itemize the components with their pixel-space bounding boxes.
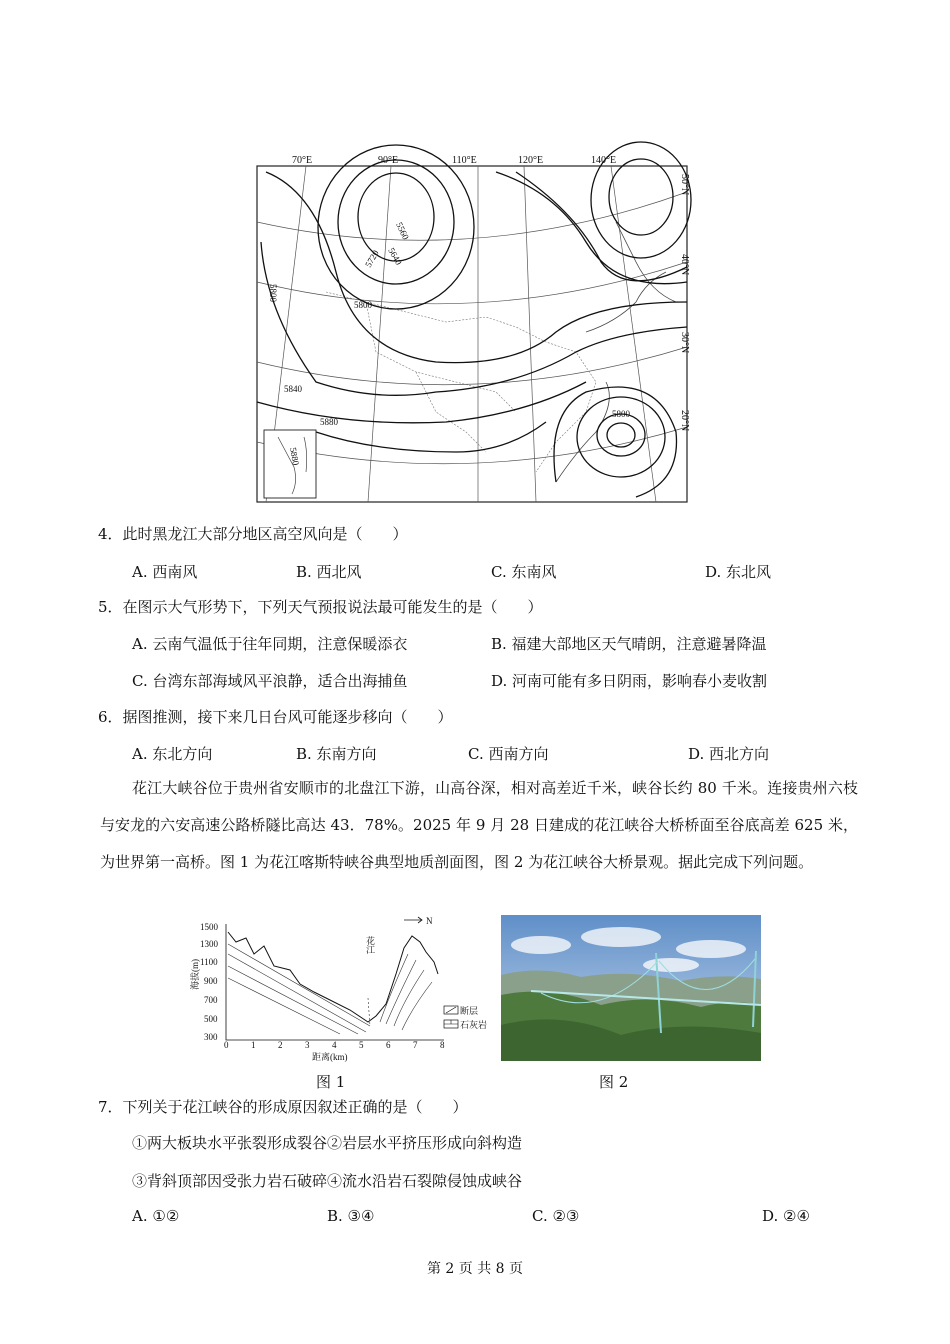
question-5-option-d: D. 河南可能有多日阴雨，影响春小麦收割 xyxy=(491,672,768,690)
question-7-stem: 7．下列关于花江峡谷的形成原因叙述正确的是（ ） xyxy=(98,1098,468,1116)
figure-2-caption: 图 2 xyxy=(599,1073,629,1091)
x-tick: 1 xyxy=(251,1040,256,1050)
question-4-stem: 4．此时黑龙江大部分地区高空风向是（ ） xyxy=(98,525,408,543)
contour-label: 5800 xyxy=(612,409,630,419)
lon-label: 120°E xyxy=(518,155,544,166)
contour-label: 5560 xyxy=(394,220,411,242)
x-tick: 2 xyxy=(278,1040,283,1050)
contour-label: 5800 xyxy=(354,300,372,310)
question-7-statements-2: ③背斜顶部因受张力岩石破碎④流水沿岩石裂隙侵蚀成峡谷 xyxy=(132,1172,523,1190)
y-axis-label: 海拔(m) xyxy=(190,959,200,990)
lat-label: 30°N xyxy=(679,332,690,354)
x-tick: 7 xyxy=(413,1040,418,1050)
x-tick: 5 xyxy=(359,1040,364,1050)
passage-text: 花江大峡谷位于贵州省安顺市的北盘江下游，山高谷深，相对高差近千米，峡谷长约 80 千米。连接贵州六枝与安龙的六安高速公路桥隧比高达 43．78%。2025 年 9 月 28 日建成的花江峡谷大桥桥面至谷底高差 625 米，为世界第一高桥。图 1 为花江喀斯特峡谷典型地质剖面图，图 2 为花江峡谷大桥景观。据此完成下列问题。 xyxy=(100,779,858,871)
page-footer: 第 2 页 共 8 页 xyxy=(426,1261,524,1277)
contour-label: 5800 xyxy=(268,284,278,302)
lon-label: 140°E xyxy=(591,155,617,166)
river-label: 花江 xyxy=(365,936,375,954)
y-tick: 300 xyxy=(204,1032,218,1042)
question-6-option-d: D. 西北方向 xyxy=(688,745,770,763)
question-5-option-a: A. 云南气温低于往年同期，注意保暖添衣 xyxy=(132,635,408,653)
x-tick: 6 xyxy=(386,1040,391,1050)
contour-label: 5720 xyxy=(363,248,381,269)
x-axis-label: 距离(km) xyxy=(312,1052,348,1062)
y-tick: 1300 xyxy=(200,939,218,949)
contour-label: 5880 xyxy=(320,417,338,427)
question-6-stem: 6．据图推测，接下来几日台风可能逐步移向（ ） xyxy=(98,708,453,726)
question-6-option-c: C. 西南方向 xyxy=(468,745,549,763)
question-4-option-c: C. 东南风 xyxy=(491,563,557,581)
lon-label: 90°E xyxy=(378,155,399,166)
question-7-option-d: D. ②④ xyxy=(762,1207,810,1225)
passage xyxy=(100,770,858,881)
question-7-option-a: A. ①② xyxy=(132,1207,180,1225)
figure-1-caption: 图 1 xyxy=(316,1073,346,1091)
question-7-option-c: C. ②③ xyxy=(532,1207,580,1225)
question-6-option-a: A. 东北方向 xyxy=(132,745,213,763)
question-4-option-a: A. 西南风 xyxy=(132,563,198,581)
y-tick: 1500 xyxy=(200,922,218,932)
question-4-option-b: B. 西北风 xyxy=(296,563,362,581)
lat-label: 20°N xyxy=(679,410,690,432)
question-6-option-b: B. 东南方向 xyxy=(296,745,377,763)
weather-map xyxy=(256,152,690,504)
bridge-photo xyxy=(501,915,761,1061)
geologic-section-figure xyxy=(190,914,488,1064)
y-tick: 500 xyxy=(204,1014,218,1024)
contour-label: 5640 xyxy=(386,246,404,267)
x-tick: 0 xyxy=(224,1040,229,1050)
y-tick: 1100 xyxy=(200,957,218,967)
question-4-option-d: D. 东北风 xyxy=(705,563,772,581)
question-5-option-c: C. 台湾东部海域风平浪静，适合出海捕鱼 xyxy=(132,672,408,690)
question-7-option-b: B. ③④ xyxy=(327,1207,375,1225)
lat-label: 50°N xyxy=(679,174,690,196)
legend-limestone-label: 石灰岩 xyxy=(460,1020,488,1030)
lon-label: 110°E xyxy=(452,155,477,166)
legend-fault-label: 断层 xyxy=(460,1006,479,1016)
x-tick: 3 xyxy=(305,1040,310,1050)
x-tick: 4 xyxy=(332,1040,337,1050)
question-5-stem: 5．在图示大气形势下，下列天气预报说法最可能发生的是（ ） xyxy=(98,598,543,616)
lat-label: 40°N xyxy=(679,254,690,276)
y-tick: 900 xyxy=(204,976,218,986)
question-7-statements-1: ①两大板块水平张裂形成裂谷②岩层水平挤压形成向斜构造 xyxy=(132,1134,523,1152)
contour-label: 5880 xyxy=(288,446,302,467)
contour-label: 5840 xyxy=(284,384,302,394)
question-5-option-b: B. 福建大部地区天气晴朗，注意避暑降温 xyxy=(491,635,767,653)
y-tick: 700 xyxy=(204,995,218,1005)
x-tick: 8 xyxy=(440,1040,445,1050)
north-label: N xyxy=(426,916,433,926)
lon-label: 70°E xyxy=(292,155,313,166)
